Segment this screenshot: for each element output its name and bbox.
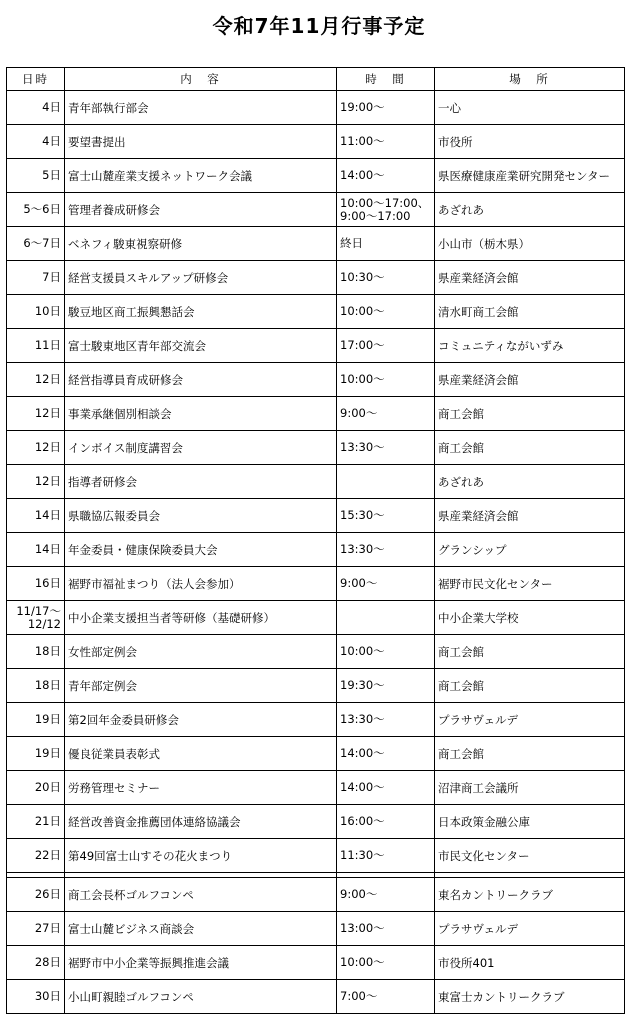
cell-time-text: 14:00～ [340,780,385,794]
cell-date [7,980,65,1014]
header-time: 時 間 [337,68,435,91]
cell-content [65,878,337,912]
cell-date-text: 11日 [34,338,61,352]
cell-time-text: 9:00～ [340,887,378,901]
cell-time [337,669,435,703]
cell-date [7,601,65,635]
cell-place [435,431,625,465]
cell-place [435,771,625,805]
cell-content [65,431,337,465]
cell-content-text: インボイス制度講習会 [68,440,183,455]
cell-content-text: 青年部執行部会 [68,100,149,115]
cell-time-text: 14:00～ [340,168,385,182]
cell-date-text: 18日 [34,644,61,658]
cell-date-text: 22日 [34,848,61,862]
cell-time-text: 終日 [340,236,363,250]
table-row [7,980,625,1014]
cell-content [65,363,337,397]
cell-time-text: 10:00～ [340,372,385,386]
table-row [7,946,625,980]
cell-time [337,159,435,193]
cell-place [435,805,625,839]
cell-date-text: 10日 [34,304,61,318]
cell-time-text: 10:00～ [340,304,385,318]
cell-time [337,839,435,873]
cell-date [7,737,65,771]
cell-content-text: 裾野市中小企業等振興推進会議 [68,955,229,970]
cell-content [65,839,337,873]
cell-date [7,227,65,261]
cell-content-text: 管理者養成研修会 [68,202,160,217]
cell-place [435,227,625,261]
cell-time-text: 16:00～ [340,814,385,828]
cell-date [7,771,65,805]
cell-place-text: 市役所 [438,134,473,149]
cell-time-text: 9:00～17:00 [340,208,411,223]
cell-date-text: 16日 [34,576,61,590]
table-row [7,635,625,669]
cell-place [435,946,625,980]
cell-place-text: 清水町商工会館 [438,304,519,319]
header-date: 日時 [7,68,65,91]
cell-date [7,533,65,567]
page-title: 令和7年11月行事予定 [212,14,426,38]
cell-date [7,159,65,193]
cell-content-text: 経営支援員スキルアップ研修会 [68,270,229,285]
cell-place [435,465,625,499]
cell-place-text: 東名カントリークラブ [438,887,553,902]
cell-place-text: あざれあ [438,474,484,489]
cell-date-text: 27日 [34,921,61,935]
cell-time [337,91,435,125]
cell-place-text: 沼津商工会議所 [438,780,519,795]
cell-time-text: 10:00～17:00、 [340,195,430,210]
cell-date [7,125,65,159]
cell-content-text: 労務管理セミナー [68,780,160,795]
header-content: 内 容 [65,68,337,91]
cell-content-text: 経営改善資金推薦団体連絡協議会 [68,814,241,829]
cell-date [7,431,65,465]
cell-content [65,980,337,1014]
cell-place-text: プラサヴェルデ [438,921,519,936]
cell-time-text: 7:00～ [340,989,378,1003]
cell-date [7,397,65,431]
cell-date-text: 19日 [34,746,61,760]
cell-place-text: 日本政策金融公庫 [438,814,530,829]
cell-content [65,771,337,805]
cell-time-text: 13:30～ [340,440,385,454]
cell-content-text: 富士山麓産業支援ネットワーク会議 [68,168,252,183]
cell-date-text: 12/12 [27,616,61,631]
cell-date [7,329,65,363]
cell-time [337,878,435,912]
cell-place [435,669,625,703]
cell-date [7,567,65,601]
cell-content [65,91,337,125]
table-row [7,567,625,601]
cell-place-text: 県産業経済会館 [438,508,519,523]
cell-date-text: 14日 [34,542,61,556]
table-row [7,261,625,295]
cell-place [435,193,625,227]
cell-date-text: 12日 [34,406,61,420]
cell-time-text: 19:30～ [340,678,385,692]
cell-place [435,567,625,601]
cell-date [7,91,65,125]
table-row [7,227,625,261]
cell-place-text: 商工会館 [438,678,484,693]
cell-date [7,805,65,839]
cell-place-text: 市民文化センター [438,848,530,863]
cell-time-text: 9:00～ [340,406,378,420]
cell-time [337,295,435,329]
cell-place-text: 一心 [438,100,461,115]
cell-content [65,261,337,295]
cell-content-text: 年金委員・健康保険委員大会 [68,542,218,557]
cell-date [7,499,65,533]
cell-place-text: 県産業経済会館 [438,372,519,387]
schedule-body [7,91,625,1014]
table-row [7,159,625,193]
cell-place-text: 小山市（栃木県） [438,236,530,251]
cell-date [7,261,65,295]
cell-content-text: 裾野市福祉まつり（法人会参加） [68,576,241,591]
cell-date [7,465,65,499]
cell-place [435,159,625,193]
cell-content [65,159,337,193]
cell-date-text: 5日 [42,168,61,182]
table-row [7,805,625,839]
cell-content-text: 指導者研修会 [68,474,137,489]
cell-date-text: 12日 [34,440,61,454]
cell-place-text: 市役所401 [438,955,495,970]
cell-content-text: 女性部定例会 [68,644,137,659]
cell-place [435,295,625,329]
cell-place [435,839,625,873]
cell-date-text: 21日 [34,814,61,828]
schedule-table [6,67,625,1014]
cell-place [435,601,625,635]
cell-place-text: あざれあ [438,202,484,217]
cell-content [65,946,337,980]
cell-content [65,669,337,703]
cell-place-text: 東富士カントリークラブ [438,989,565,1004]
cell-time [337,912,435,946]
cell-date-text: 18日 [34,678,61,692]
cell-time [337,635,435,669]
cell-content [65,601,337,635]
cell-date-text: 12日 [34,372,61,386]
cell-time-text: 19:00～ [340,100,385,114]
cell-time-text: 13:30～ [340,712,385,726]
cell-place [435,261,625,295]
cell-time [337,805,435,839]
cell-time [337,567,435,601]
cell-time [337,465,435,499]
table-row [7,533,625,567]
table-row [7,669,625,703]
cell-date [7,295,65,329]
cell-date-text: 12日 [34,474,61,488]
cell-time [337,397,435,431]
cell-content [65,635,337,669]
cell-time [337,329,435,363]
table-row [7,295,625,329]
cell-content-text: 商工会長杯ゴルフコンペ [68,887,194,902]
cell-content-text: 青年部定例会 [68,678,137,693]
cell-place-text: プラサヴェルデ [438,712,519,727]
cell-time-text: 9:00～ [340,576,378,590]
cell-place [435,363,625,397]
cell-place [435,737,625,771]
cell-time [337,261,435,295]
cell-place [435,125,625,159]
cell-place [435,635,625,669]
cell-place-text: 県産業経済会館 [438,270,519,285]
cell-content-text: 富士山麓ビジネス商談会 [68,921,195,936]
cell-time-text: 11:00～ [340,134,385,148]
header-row [7,68,625,91]
cell-date-text: 30日 [34,989,61,1003]
cell-date [7,912,65,946]
table-row [7,912,625,946]
cell-time [337,980,435,1014]
cell-time [337,533,435,567]
table-row [7,737,625,771]
cell-time [337,431,435,465]
table-row [7,839,625,873]
cell-date [7,635,65,669]
cell-time [337,601,435,635]
cell-content [65,397,337,431]
cell-place [435,499,625,533]
cell-date-text: 20日 [34,780,61,794]
cell-content [65,912,337,946]
cell-time-text: 17:00～ [340,338,385,352]
cell-date-text: 14日 [34,508,61,522]
cell-time-text: 14:00～ [340,746,385,760]
cell-date-text: 26日 [34,887,61,901]
table-row [7,329,625,363]
cell-time-text: 10:30～ [340,270,385,284]
cell-place-text: コミュニティながいずみ [438,338,564,353]
cell-date-text: 11/17～ [16,603,61,618]
cell-content [65,533,337,567]
cell-content [65,465,337,499]
table-row [7,499,625,533]
cell-time-text: 13:30～ [340,542,385,556]
cell-place-text: 商工会館 [438,406,484,421]
cell-place [435,397,625,431]
table-row [7,193,625,227]
cell-content [65,567,337,601]
cell-content-text: 第49回富士山すその花火まつり [68,848,233,863]
cell-date [7,193,65,227]
cell-date [7,946,65,980]
table-row [7,465,625,499]
cell-date [7,839,65,873]
header-place: 場 所 [435,68,625,91]
cell-place-text: 商工会館 [438,644,484,659]
cell-place [435,980,625,1014]
cell-date [7,669,65,703]
cell-content-text: 中小企業支援担当者等研修（基礎研修） [68,610,275,625]
cell-time-text: 13:00～ [340,921,385,935]
cell-time [337,737,435,771]
table-row [7,878,625,912]
cell-date-text: 6～7日 [23,236,61,250]
cell-content [65,805,337,839]
cell-content [65,295,337,329]
table-row [7,703,625,737]
cell-date-text: 28日 [34,955,61,969]
table-row [7,91,625,125]
cell-place-text: 商工会館 [438,746,484,761]
cell-date-text: 4日 [42,100,61,114]
cell-time [337,227,435,261]
cell-content-text: 経営指導員育成研修会 [68,372,183,387]
cell-place-text: 裾野市民文化センター [438,576,553,591]
cell-content [65,703,337,737]
cell-place [435,878,625,912]
table-row [7,125,625,159]
table-row [7,601,625,635]
cell-date-text: 19日 [34,712,61,726]
cell-content-text: 駿豆地区商工振興懇話会 [68,304,195,319]
cell-place [435,703,625,737]
cell-content [65,193,337,227]
cell-content [65,227,337,261]
table-row [7,431,625,465]
cell-content-text: 小山町親睦ゴルフコンペ [68,989,194,1004]
cell-content-text: 第2回年金委員研修会 [68,712,179,727]
cell-place-text: 中小企業大学校 [438,610,519,625]
table-row [7,397,625,431]
cell-content-text: 事業承継個別相談会 [68,406,172,421]
cell-time-text: 11:30～ [340,848,385,862]
cell-content-text: 要望書提出 [68,134,126,149]
cell-content [65,329,337,363]
cell-date-text: 5～6日 [23,202,61,216]
cell-content-text: 富士駿東地区青年部交流会 [68,338,206,353]
cell-content [65,737,337,771]
cell-place [435,91,625,125]
cell-time-text: 10:00～ [340,644,385,658]
cell-place-text: 商工会館 [438,440,484,455]
cell-content-text: ベネフィ駿東視察研修 [68,236,183,251]
cell-time [337,703,435,737]
cell-time [337,946,435,980]
cell-time [337,193,435,227]
cell-time [337,125,435,159]
cell-content [65,499,337,533]
table-row [7,771,625,805]
cell-place [435,533,625,567]
cell-content [65,125,337,159]
cell-time [337,363,435,397]
cell-date-text: 7日 [42,270,61,284]
cell-date [7,878,65,912]
cell-place [435,912,625,946]
cell-date-text: 4日 [42,134,61,148]
cell-date [7,703,65,737]
cell-date [7,363,65,397]
cell-content-text: 県職協広報委員会 [68,508,160,523]
cell-time-text: 10:00～ [340,955,385,969]
cell-time-text: 15:30～ [340,508,385,522]
cell-place [435,329,625,363]
cell-place-text: 県医療健康産業研究開発センター [438,168,611,183]
cell-place-text: グランシップ [438,542,507,557]
cell-time [337,499,435,533]
cell-content-text: 優良従業員表彰式 [68,746,160,761]
cell-time [337,771,435,805]
table-row [7,363,625,397]
